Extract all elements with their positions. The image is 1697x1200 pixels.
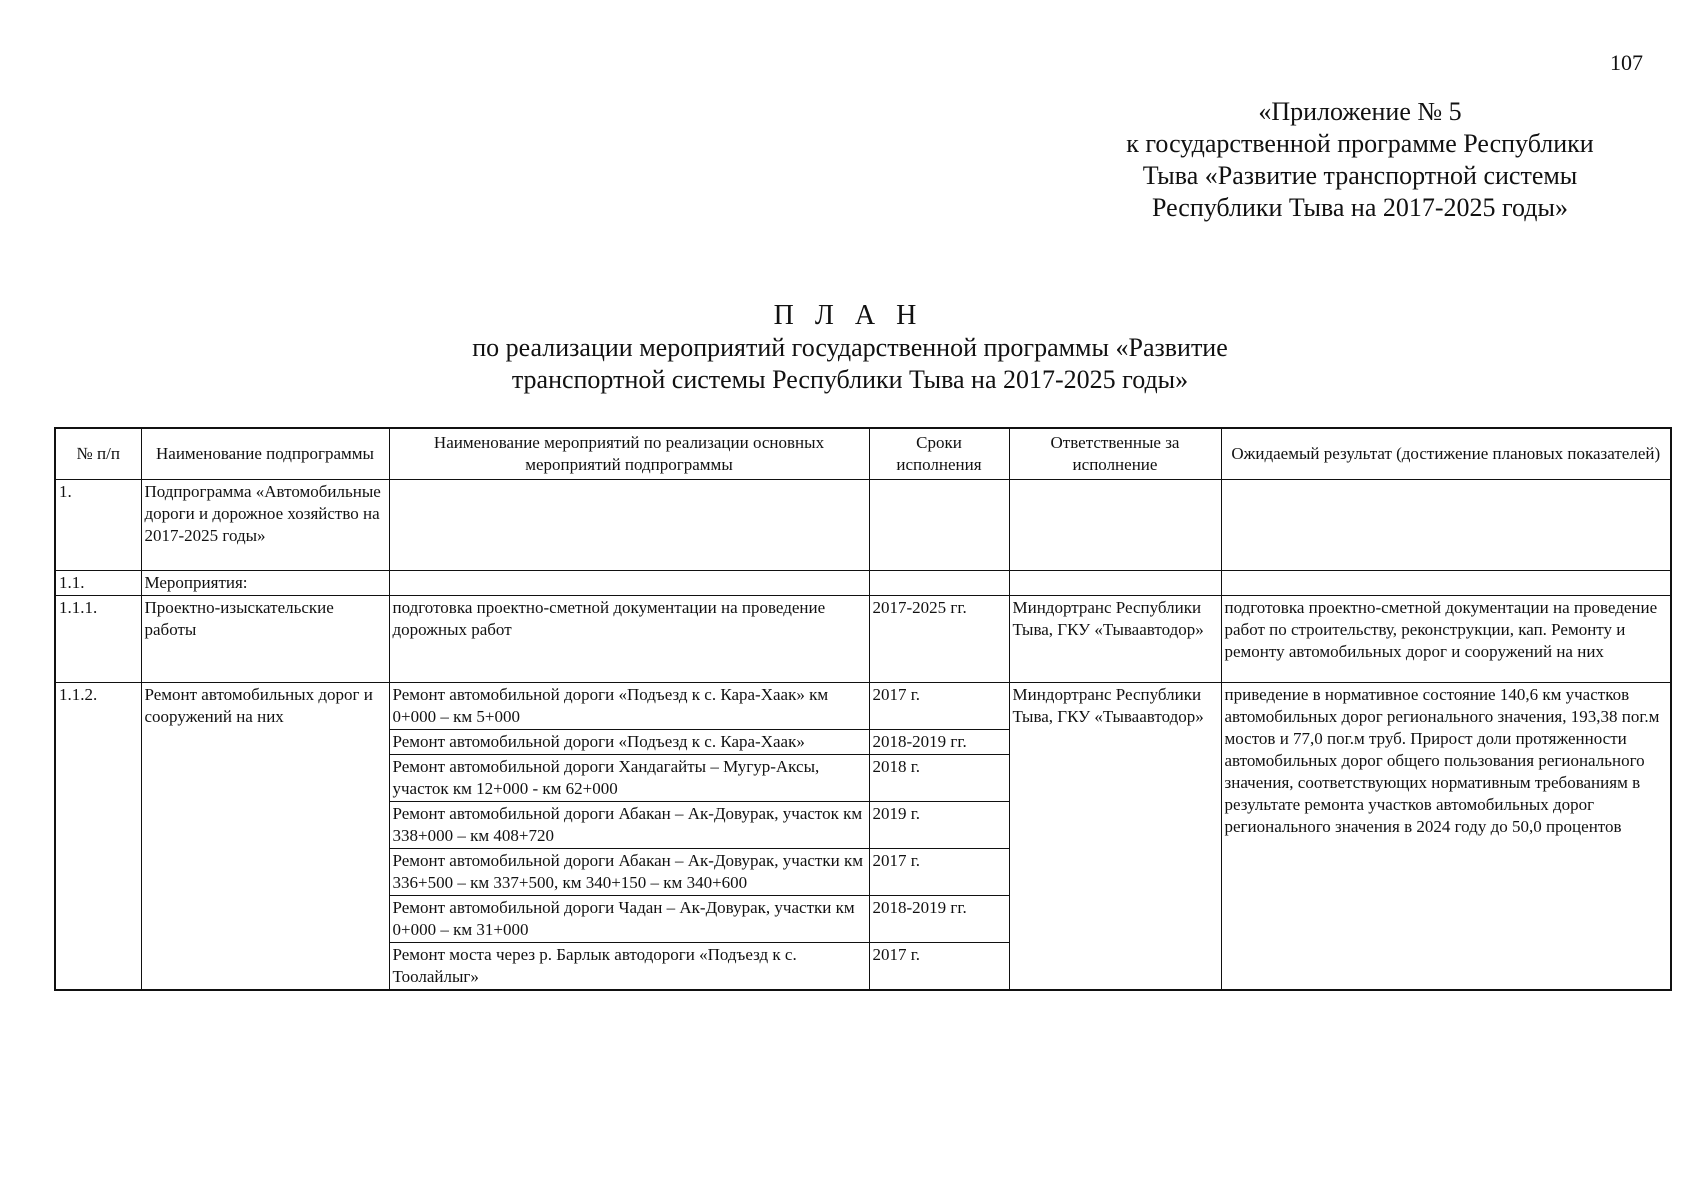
header-term: Сроки исполнения bbox=[869, 428, 1009, 480]
cell-term: 2017 г. bbox=[869, 849, 1009, 896]
cell-number: 1.1. bbox=[55, 571, 141, 596]
cell-term: 2018-2019 гг. bbox=[869, 896, 1009, 943]
table-header-row bbox=[55, 428, 1671, 480]
cell-event: Ремонт автомобильной дороги «Подъезд к с. Кара-Хаак» км 0+000 – км 5+000 bbox=[389, 683, 869, 730]
cell-term: 2018-2019 гг. bbox=[869, 730, 1009, 755]
plan-subtitle bbox=[250, 332, 1450, 396]
table-row bbox=[55, 571, 1671, 596]
appendix-line: к государственной программе Республики bbox=[1126, 129, 1594, 158]
cell-term: 2017 г. bbox=[869, 943, 1009, 991]
header-event: Наименование мероприятий по реализации основных мероприятий подпрограммы bbox=[389, 428, 869, 480]
cell-number: 1.1.1. bbox=[55, 596, 141, 683]
cell-subprogram: Подпрограмма «Автомобильные дороги и дорожное хозяйство на 2017-2025 годы» bbox=[141, 480, 389, 571]
subtitle-line: по реализации мероприятий государственной программы «Развитие bbox=[472, 333, 1228, 362]
cell-event: Ремонт автомобильной дороги Хандагайты – Мугур-Аксы, участок км 12+000 - км 62+000 bbox=[389, 755, 869, 802]
appendix-line: «Приложение № 5 bbox=[1258, 97, 1462, 126]
cell-event: Ремонт автомобильной дороги Абакан – Ак-Довурак, участки км 336+500 – км 337+500, км 340+150 – км 340+600 bbox=[389, 849, 869, 896]
cell-responsible: Миндортранс Республики Тыва, ГКУ «Тываавтодор» bbox=[1009, 683, 1221, 991]
cell-term bbox=[869, 480, 1009, 571]
plan-title: П Л А Н bbox=[773, 300, 924, 331]
cell-event: Ремонт автомобильной дороги «Подъезд к с. Кара-Хаак» bbox=[389, 730, 869, 755]
cell-event: Ремонт моста через р. Барлык автодороги «Подъезд к с. Тоолайлыг» bbox=[389, 943, 869, 991]
cell-result: подготовка проектно-сметной документации на проведение работ по строительству, реконструкции, кап. Ремонту и ремонту автомобильных дорог и сооружений на них bbox=[1221, 596, 1671, 683]
appendix-line: Республики Тыва на 2017-2025 годы» bbox=[1151, 193, 1569, 222]
cell-term: 2017-2025 гг. bbox=[869, 596, 1009, 683]
cell-event bbox=[389, 571, 869, 596]
cell-term: 2019 г. bbox=[869, 802, 1009, 849]
table-row bbox=[55, 596, 1671, 683]
cell-term: 2017 г. bbox=[869, 683, 1009, 730]
cell-event: Ремонт автомобильной дороги Абакан – Ак-Довурак, участок км 338+000 – км 408+720 bbox=[389, 802, 869, 849]
cell-subprogram: Ремонт автомобильных дорог и сооружений на них bbox=[141, 683, 389, 991]
header-number: № п/п bbox=[55, 428, 141, 480]
table-row bbox=[55, 480, 1671, 571]
header-subprogram: Наименование подпрограммы bbox=[141, 428, 389, 480]
cell-result: приведение в нормативное состояние 140,6 км участков автомобильных дорог регионального значения, 193,38 пог.м мостов и 77,0 пог.м труб. Прирост доли протяженности автомобильных дорог общего пользования регионального значения, соответствующих нормативным требованиям в результате ремонта участков автомобильных дорог регионального значения в 2024 году до 50,0 процентов bbox=[1221, 683, 1671, 991]
cell-number: 1.1.2. bbox=[55, 683, 141, 991]
appendix-line: Тыва «Развитие транспортной системы bbox=[1142, 161, 1578, 190]
page-number: 107 bbox=[1610, 50, 1643, 75]
cell-number: 1. bbox=[55, 480, 141, 571]
cell-term: 2018 г. bbox=[869, 755, 1009, 802]
header-responsible: Ответственные за исполнение bbox=[1009, 428, 1221, 480]
header-result: Ожидаемый результат (достижение плановых показателей) bbox=[1221, 428, 1671, 480]
cell-result bbox=[1221, 571, 1671, 596]
plan-table bbox=[54, 427, 1672, 991]
cell-responsible bbox=[1009, 480, 1221, 571]
cell-responsible: Миндортранс Республики Тыва, ГКУ «Тываавтодор» bbox=[1009, 596, 1221, 683]
table-row bbox=[55, 683, 1671, 730]
cell-event: подготовка проектно-сметной документации на проведение дорожных работ bbox=[389, 596, 869, 683]
subtitle-line: транспортной системы Республики Тыва на 2017-2025 годы» bbox=[511, 365, 1189, 394]
cell-event bbox=[389, 480, 869, 571]
appendix-heading bbox=[1080, 96, 1640, 224]
cell-subprogram: Мероприятия: bbox=[141, 571, 389, 596]
cell-event: Ремонт автомобильной дороги Чадан – Ак-Довурак, участки км 0+000 – км 31+000 bbox=[389, 896, 869, 943]
cell-result bbox=[1221, 480, 1671, 571]
cell-subprogram: Проектно-изыскательские работы bbox=[141, 596, 389, 683]
cell-responsible bbox=[1009, 571, 1221, 596]
cell-term bbox=[869, 571, 1009, 596]
